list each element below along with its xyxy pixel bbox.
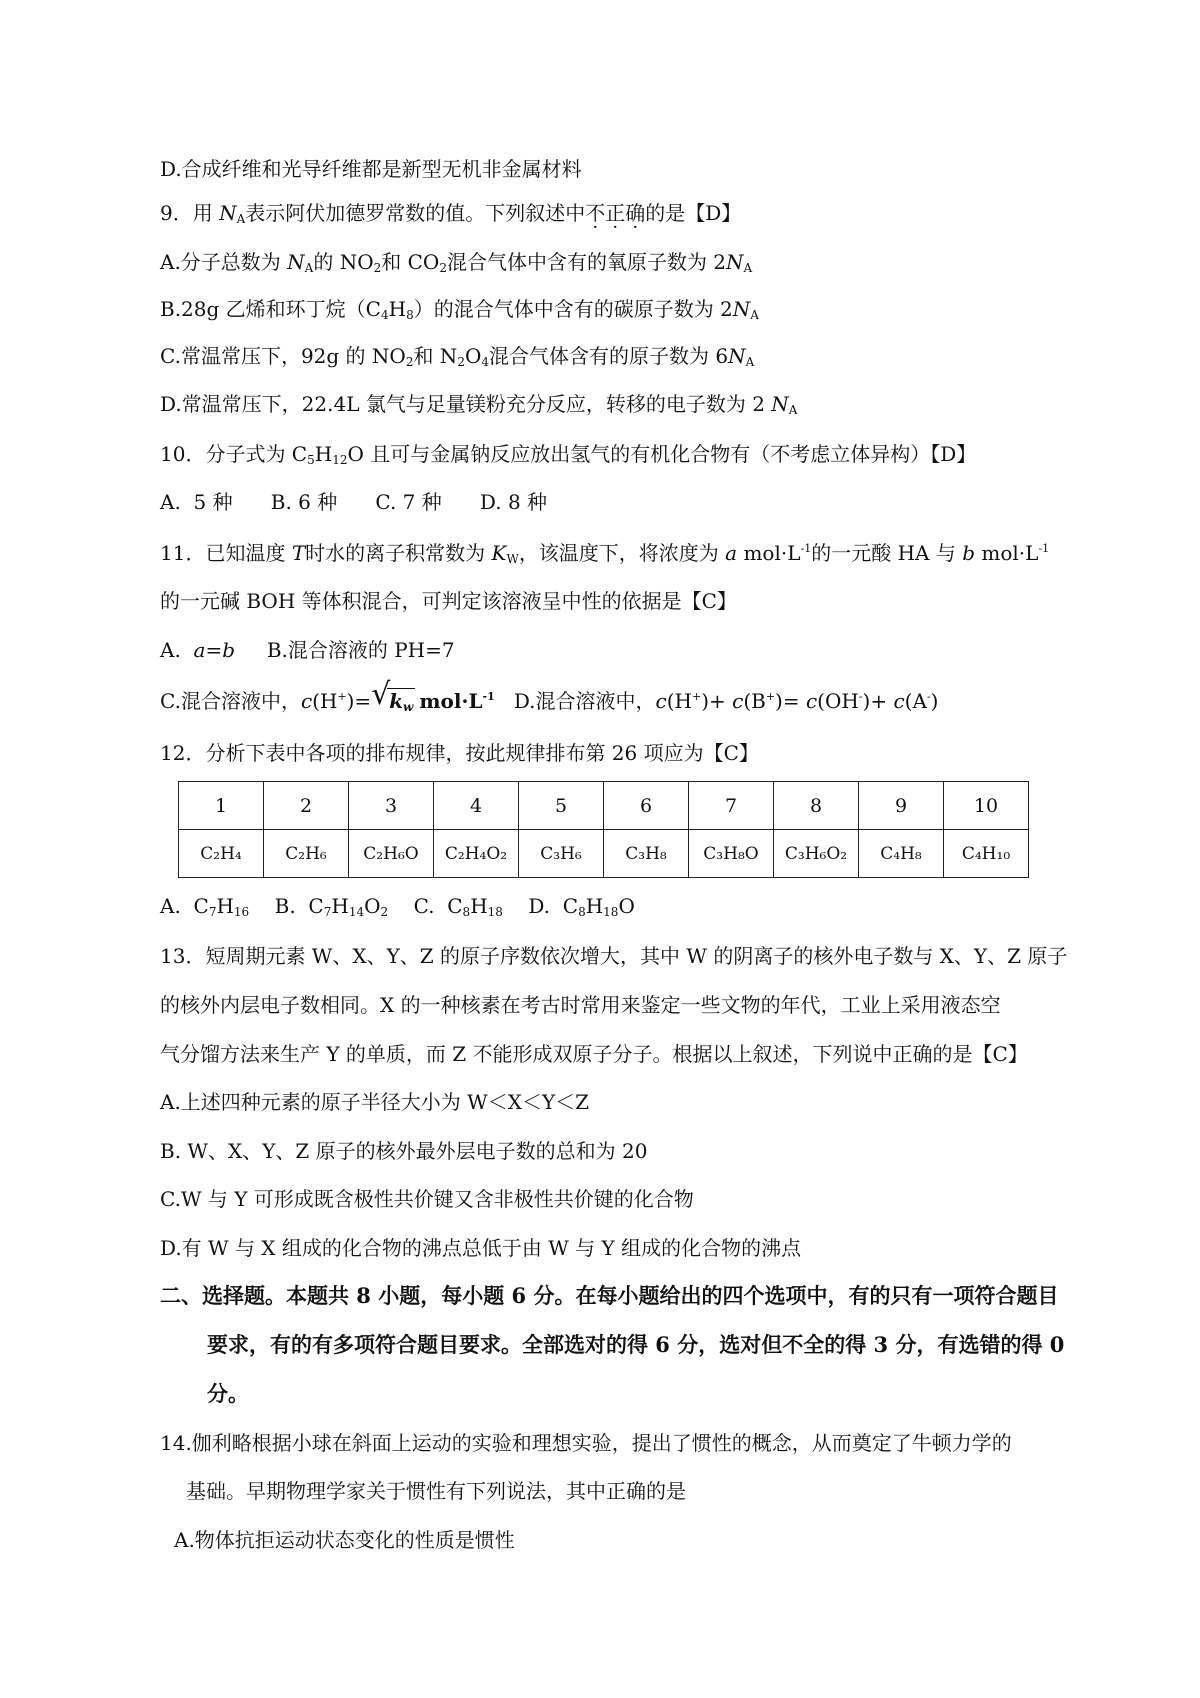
q10-stem: 10．分子式为 $C_5H_{12}O$ 且可与金属钠反应放出氢气的有机化合物有（不考虑立体异构）【D】 [160,442,977,467]
table-cell: 6 [604,782,689,830]
q11-options-cd: C.混合溶液中，c(H+)= √ $k_w$ $mol\cdot L^{-1}$ D.混合溶液中，c(H+)+ c(B+)= c(OH-)+ c(A-) [160,677,939,714]
table-cell: 10 [944,782,1029,830]
table-cell: 8 [774,782,859,830]
q11-stem-2: 的一元碱 BOH 等体积混合，可判定该溶液呈中性的依据是【C】 [160,589,737,613]
table-cell: C₃H₆O₂ [774,830,859,878]
section-2-heading-3: 分。 [207,1381,249,1406]
q9-option-c: C.常温常压下，92g 的 $NO_2$和 $N_2O_4$混合气体含有的原子数为 $6N_A$ [160,344,755,369]
table-cell: C₃H₈ [604,830,689,878]
q13-option-b: B. W、X、Y、Z 原子的核外最外层电子数的总和为 20 [160,1139,648,1163]
q9-stem: 9．用 $N_A$表示阿伏加德罗常数的值。下列叙述中不正确的是【D】 [160,201,742,226]
q12-stem: 12．分析下表中各项的排布规律，按此规律排布第 26 项应为【C】 [160,741,759,765]
table-row-formula [179,830,1029,878]
table-cell: C₃H₈O [689,830,774,878]
sequence-table [178,781,1029,878]
table-cell: 4 [434,782,519,830]
table-cell: C₂H₆O [349,830,434,878]
table-cell: C₂H₄O₂ [434,830,519,878]
table-row-index [179,782,1029,830]
table-cell: C₂H₆ [264,830,349,878]
q12-options: A. $C_7H_{16}$ B. $C_7H_{14}O_2$ C. $C_8H_{18}$ D. $C_8H_{18}O$ [160,894,635,919]
q13-option-d: D.有 W 与 X 组成的化合物的沸点总低于由 W 与 Y 组成的化合物的沸点 [160,1236,802,1260]
table-cell: 9 [859,782,944,830]
table-cell: 1 [179,782,264,830]
table-cell: C₄H₈ [859,830,944,878]
q9-option-a: A.分子总数为 $N_A$的 $NO_2$和 $CO_2$混合气体中含有的氧原子数为 $2N_A$ [160,250,753,275]
table-cell: C₄H₁₀ [944,830,1029,878]
q11-options-ab: A. a=b B.混合溶液的 PH=7 [160,638,455,662]
table-cell: C₃H₆ [519,830,604,878]
table-cell: 7 [689,782,774,830]
q13-stem-2: 的核外内层电子数相同。X 的一种核素在考古时常用来鉴定一些文物的年代，工业上采用液态空 [160,993,1001,1017]
sqrt-kw: √ $k_w$ [371,677,414,714]
q14-stem: 14.伽利略根据小球在斜面上运动的实验和理想实验，提出了惯性的概念，从而奠定了牛顿力学的 [160,1431,1012,1455]
q8-option-d: D.合成纤维和光导纤维都是新型无机非金属材料 [160,157,582,181]
q13-option-a: A.上述四种元素的原子半径大小为 W＜X＜Y＜Z [160,1090,590,1114]
section-2-heading: 二、选择题。本题共 8 小题，每小题 6 分。在每小题给出的四个选项中，有的只有一项符合题目 [160,1283,1059,1308]
q10-options: A. 5 种 B. 6 种 C. 7 种 D. 8 种 [160,490,548,514]
q13-option-c: C.W 与 Y 可形成既含极性共价键又含非极性共价键的化合物 [160,1187,694,1211]
q13-stem-3: 气分馏方法来生产 Y 的单质，而 Z 不能形成双原子分子。根据以上叙述，下列说中正确的是【C】 [160,1042,1028,1066]
q11-stem: 11．已知温度 T时水的离子积常数为 $K_W$，该温度下，将浓度为 a $mol\cdot L^{-1}$的一元酸 HA 与 b $mol\cdot L^{-1}$ [160,541,1050,566]
q13-stem: 13．短周期元素 W、X、Y、Z 的原子序数依次增大，其中 W 的阴离子的核外电子数与 X、Y、Z 原子 [160,944,1068,968]
section-2-heading-2: 要求，有的有多项符合题目要求。全部选对的得 6 分，选对但不全的得 3 分，有选错的得 0 [207,1332,1065,1357]
table-cell: 5 [519,782,604,830]
table-cell: 3 [349,782,434,830]
q14-option-a: A.物体抗拒运动状态变化的性质是惯性 [174,1528,515,1552]
q14-stem-2: 基础。早期物理学家关于惯性有下列说法，其中正确的是 [186,1479,686,1503]
q9-option-b: B.28g 乙烯和环丁烷$(C_4H_8)$的混合气体中含有的碳原子数为 $2N_A$ [160,297,759,322]
table-cell: C₂H₄ [179,830,264,878]
table-cell: 2 [264,782,349,830]
q9-option-d: D.常温常压下，22.4L 氯气与足量镁粉充分反应，转移的电子数为 2 $N_A$ [160,392,798,417]
